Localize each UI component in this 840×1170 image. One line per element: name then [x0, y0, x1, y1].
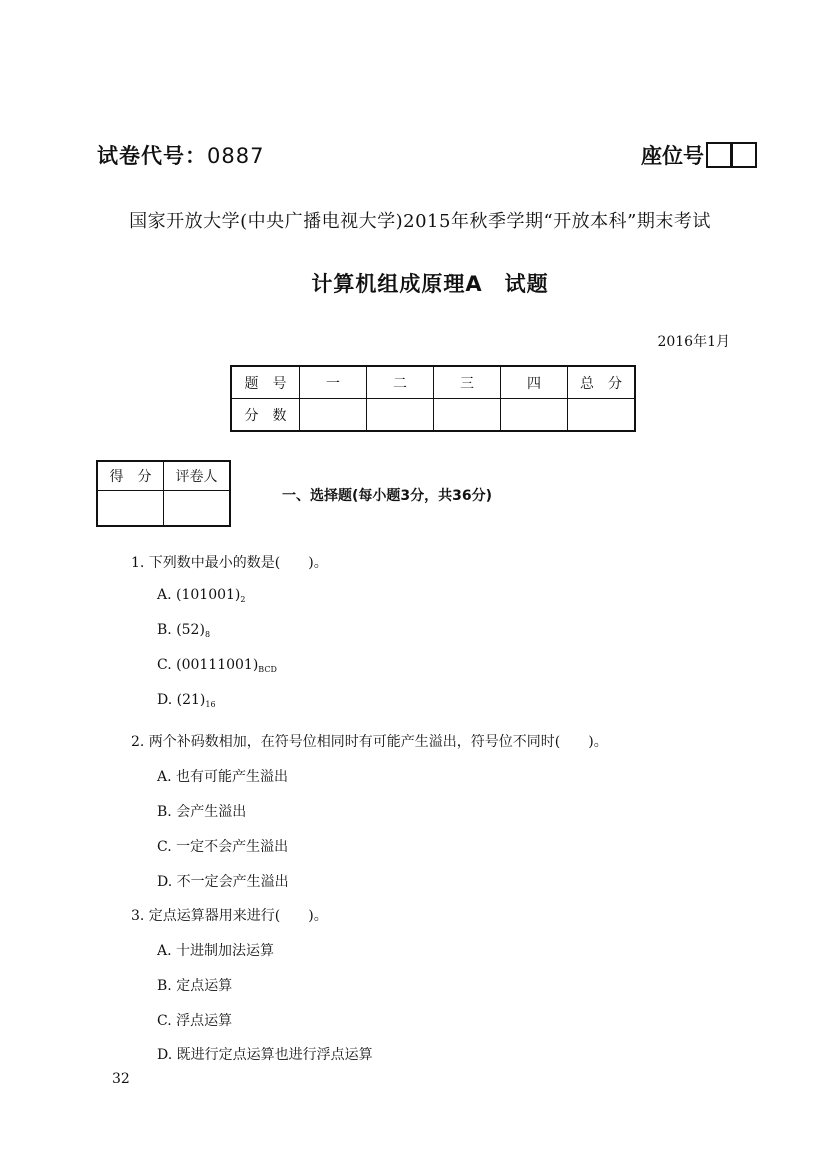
question-1-option-a[interactable] — [157, 587, 245, 604]
seat-box-1[interactable] — [706, 142, 732, 168]
question-2-option-b[interactable]: B. 会产生溢出 — [157, 804, 247, 820]
score-table-col-1: 一 — [300, 366, 367, 399]
question-3-option-c[interactable]: C. 浮点运算 — [157, 1013, 233, 1029]
grader-table-score-label: 得 分 — [97, 461, 164, 491]
paper-code-value: 0887 — [207, 144, 265, 168]
score-table-col-3: 三 — [434, 366, 501, 399]
score-cell-4[interactable] — [501, 399, 568, 432]
score-table — [230, 365, 636, 432]
score-table-col-2: 二 — [367, 366, 434, 399]
grader-table-grader-label: 评卷人 — [164, 461, 231, 491]
option-subscript: 2 — [240, 595, 246, 604]
question-3-option-b[interactable]: B. 定点运算 — [157, 978, 233, 994]
score-table-label-question: 题 号 — [231, 366, 300, 399]
score-cell-total[interactable] — [568, 399, 636, 432]
option-text: B. (52) — [157, 622, 205, 638]
seat-box-2[interactable] — [731, 142, 757, 168]
question-3-option-a[interactable]: A. 十进制加法运算 — [157, 943, 275, 959]
question-2-option-a[interactable]: A. 也有可能产生溢出 — [157, 769, 289, 785]
question-3-stem: 3. 定点运算器用来进行( )。 — [131, 908, 328, 924]
grader-table — [96, 460, 231, 527]
paper-code — [97, 140, 264, 170]
option-text: C. (00111001) — [157, 657, 259, 673]
score-cell-3[interactable] — [434, 399, 501, 432]
option-subscript: 16 — [205, 700, 216, 709]
score-table-header-row — [231, 366, 635, 399]
question-1-option-c[interactable] — [157, 657, 277, 674]
exam-title: 国家开放大学(中央广播电视大学)2015年秋季学期“开放本科”期末考试 — [129, 211, 711, 232]
question-2-option-d[interactable]: D. 不一定会产生溢出 — [157, 874, 289, 890]
grader-table-header-row — [97, 461, 230, 491]
grader-score-cell[interactable] — [97, 491, 164, 527]
score-table-col-4: 四 — [501, 366, 568, 399]
score-cell-2[interactable] — [367, 399, 434, 432]
grader-table-input-row — [97, 491, 230, 527]
section-heading: 一、选择题(每小题3分，共36分) — [282, 488, 493, 504]
seat-number-label: 座位号 — [641, 144, 704, 168]
subject-title: 计算机组成原理A 试题 — [311, 272, 549, 296]
option-subscript: 8 — [204, 630, 211, 639]
score-cell-1[interactable] — [300, 399, 367, 432]
question-3-option-d[interactable]: D. 既进行定点运算也进行浮点运算 — [157, 1047, 373, 1063]
question-1-option-b[interactable] — [157, 622, 210, 639]
grader-name-cell[interactable] — [164, 491, 231, 527]
question-2-option-c[interactable]: C. 一定不会产生溢出 — [157, 839, 289, 855]
exam-date: 2016年1月 — [657, 334, 730, 350]
score-table-label-score: 分 数 — [231, 399, 300, 432]
option-text: A. (101001) — [157, 587, 241, 603]
score-table-score-row — [231, 399, 635, 432]
score-table-col-total: 总 分 — [568, 366, 636, 399]
option-subscript: BCD — [258, 665, 277, 674]
question-1-option-d[interactable] — [157, 692, 216, 709]
option-text: D. (21) — [157, 692, 206, 708]
paper-code-label: 试卷代号： — [97, 144, 207, 168]
page-number: 32 — [112, 1071, 130, 1087]
question-2-stem: 2. 两个补码数相加，在符号位相同时有可能产生溢出，符号位不同时( )。 — [131, 734, 608, 750]
question-1-stem: 1. 下列数中最小的数是( )。 — [131, 555, 328, 571]
seat-number — [641, 140, 757, 170]
